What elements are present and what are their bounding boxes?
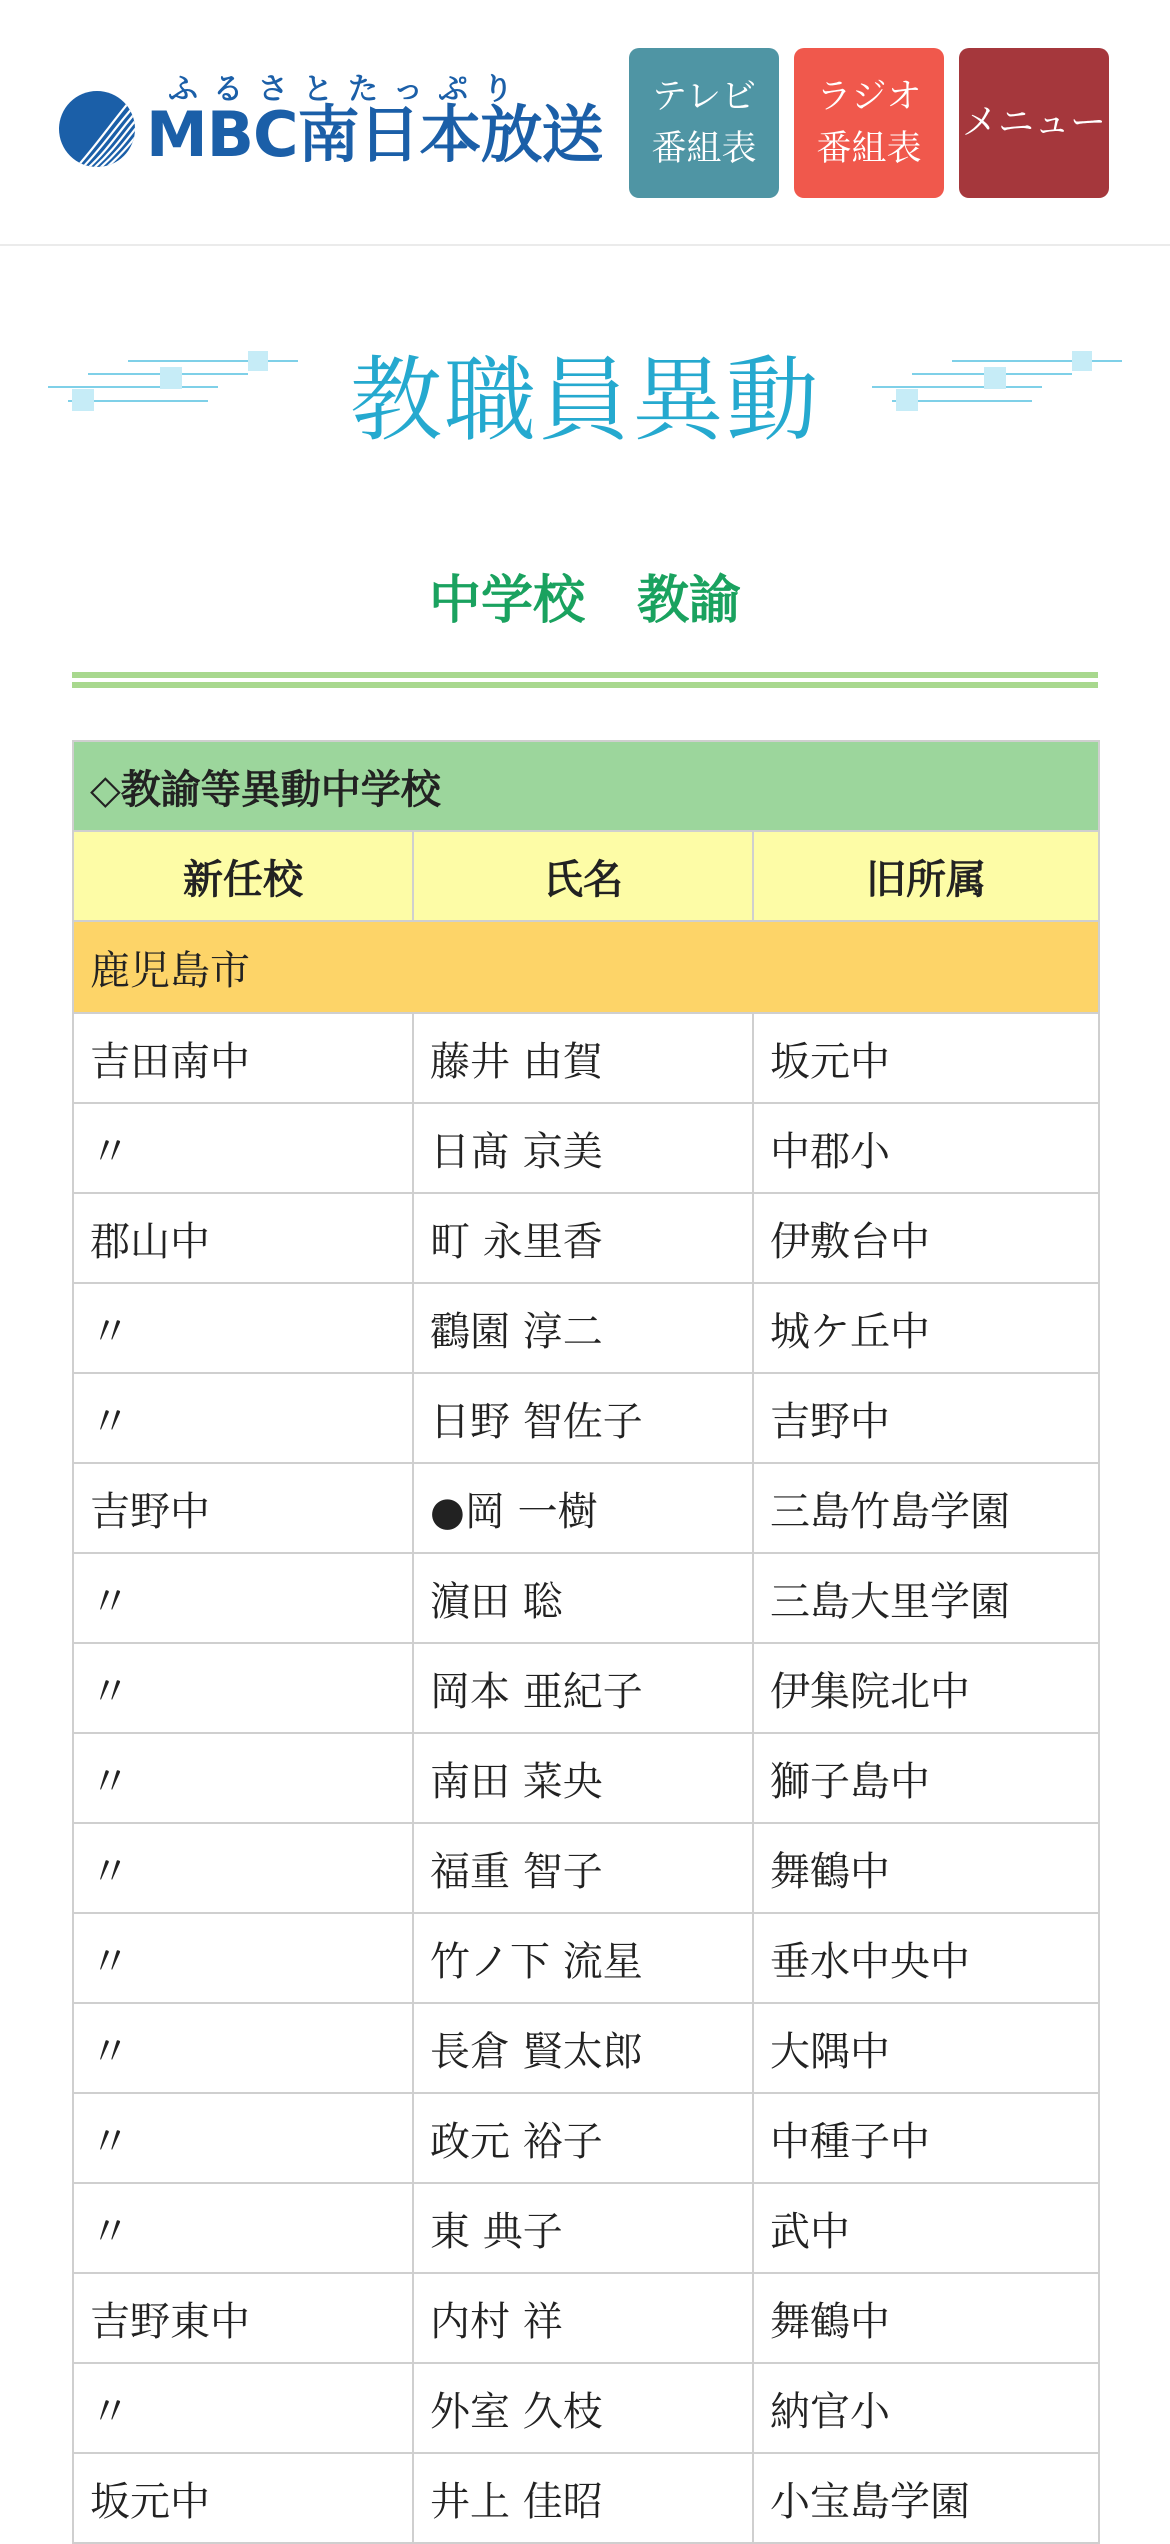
table-column-header [73,831,1099,921]
table-row [73,1733,1099,1823]
name-cell: 東 典子 [413,2183,753,2273]
previous-post-cell: 三島大里学園 [753,1553,1099,1643]
radio-schedule-button[interactable]: ラジオ 番組表 [794,48,944,198]
table-row [73,1193,1099,1283]
title-decoration-right [872,351,1122,421]
new-school-cell: 〃 [73,2003,413,2093]
name-cell: 岡本 亜紀子 [413,1643,753,1733]
region-row [73,921,1099,1013]
name-cell: 外室 久枝 [413,2363,753,2453]
name-cell: 濵田 聡 [413,1553,753,1643]
previous-post-cell: 小宝島学園 [753,2453,1099,2543]
table-row [73,1283,1099,1373]
new-school-cell: 〃 [73,1823,413,1913]
new-school-cell: 吉野東中 [73,2273,413,2363]
name-cell: 藤井 由賀 [413,1013,753,1103]
previous-post-cell: 吉野中 [753,1373,1099,1463]
new-school-cell: 〃 [73,1913,413,2003]
previous-post-cell: 中種子中 [753,2093,1099,2183]
new-school-cell: 〃 [73,1553,413,1643]
table-row [73,1553,1099,1643]
previous-post-cell: 伊敷台中 [753,1193,1099,1283]
table-row [73,1103,1099,1193]
page-title: 教職員異動 [349,347,820,454]
logo-ruby-text: ふるさとたっぷり [168,72,528,107]
subtitle-divider [72,672,1098,688]
table-row [73,2363,1099,2453]
name-cell: 内村 祥 [413,2273,753,2363]
new-school-cell: 〃 [73,2093,413,2183]
table-row [73,2273,1099,2363]
table-row [73,2453,1099,2543]
name-cell: 鸖園 淳二 [413,1283,753,1373]
previous-post-cell: 三島竹島学園 [753,1463,1099,1553]
previous-post-cell: 伊集院北中 [753,1643,1099,1733]
name-cell: 町 永里香 [413,1193,753,1283]
logo-name-text: MBC南日本放送 [146,98,603,171]
new-school-cell: 坂元中 [73,2453,413,2543]
site-header [0,0,1170,246]
previous-post-cell: 納官小 [753,2363,1099,2453]
logo-sphere-icon [58,90,136,168]
table-row [73,1013,1099,1103]
column-header-name: 氏名 [413,831,753,921]
name-cell: 政元 裕子 [413,2093,753,2183]
region-label: 鹿児島市 [73,921,1099,1013]
table-row [73,1823,1099,1913]
table-row [73,1373,1099,1463]
table-row [73,2183,1099,2273]
previous-post-cell: 中郡小 [753,1103,1099,1193]
previous-post-cell: 獅子島中 [753,1733,1099,1823]
name-cell: ●岡 一樹 [413,1463,753,1553]
name-cell: 日髙 京美 [413,1103,753,1193]
column-header-new-school: 新任校 [73,831,413,921]
previous-post-cell: 垂水中央中 [753,1913,1099,2003]
new-school-cell: 〃 [73,2183,413,2273]
name-cell: 井上 佳昭 [413,2453,753,2543]
new-school-cell: 〃 [73,1733,413,1823]
section-title: ◇教諭等異動中学校 [73,741,1099,831]
name-cell: 日野 智佐子 [413,1373,753,1463]
table-row [73,1913,1099,2003]
new-school-cell: 〃 [73,1643,413,1733]
previous-post-cell: 城ケ丘中 [753,1283,1099,1373]
name-cell: 南田 菜央 [413,1733,753,1823]
name-cell: 福重 智子 [413,1823,753,1913]
new-school-cell: 郡山中 [73,1193,413,1283]
table-row [73,1463,1099,1553]
new-school-cell: 〃 [73,1283,413,1373]
previous-post-cell: 武中 [753,2183,1099,2273]
new-school-cell: 吉野中 [73,1463,413,1553]
transfer-table [72,740,1100,2544]
mbc-logo[interactable] [58,66,603,176]
table-section-header [73,741,1099,831]
new-school-cell: 〃 [73,1103,413,1193]
table-row [73,1643,1099,1733]
section-subtitle: 中学校 教諭 [428,571,741,631]
previous-post-cell: 坂元中 [753,1013,1099,1103]
name-cell: 長倉 賢太郎 [413,2003,753,2093]
name-cell: 竹ノ下 流星 [413,1913,753,2003]
menu-button[interactable]: メニュー [959,48,1109,198]
new-school-cell: 〃 [73,1373,413,1463]
column-header-previous: 旧所属 [753,831,1099,921]
page-title-area [0,246,1170,482]
previous-post-cell: 大隅中 [753,2003,1099,2093]
new-school-cell: 〃 [73,2363,413,2453]
previous-post-cell: 舞鶴中 [753,2273,1099,2363]
previous-post-cell: 舞鶴中 [753,1823,1099,1913]
table-row [73,2003,1099,2093]
table-row [73,2093,1099,2183]
tv-schedule-button[interactable]: テレビ 番組表 [629,48,779,198]
new-school-cell: 吉田南中 [73,1013,413,1103]
